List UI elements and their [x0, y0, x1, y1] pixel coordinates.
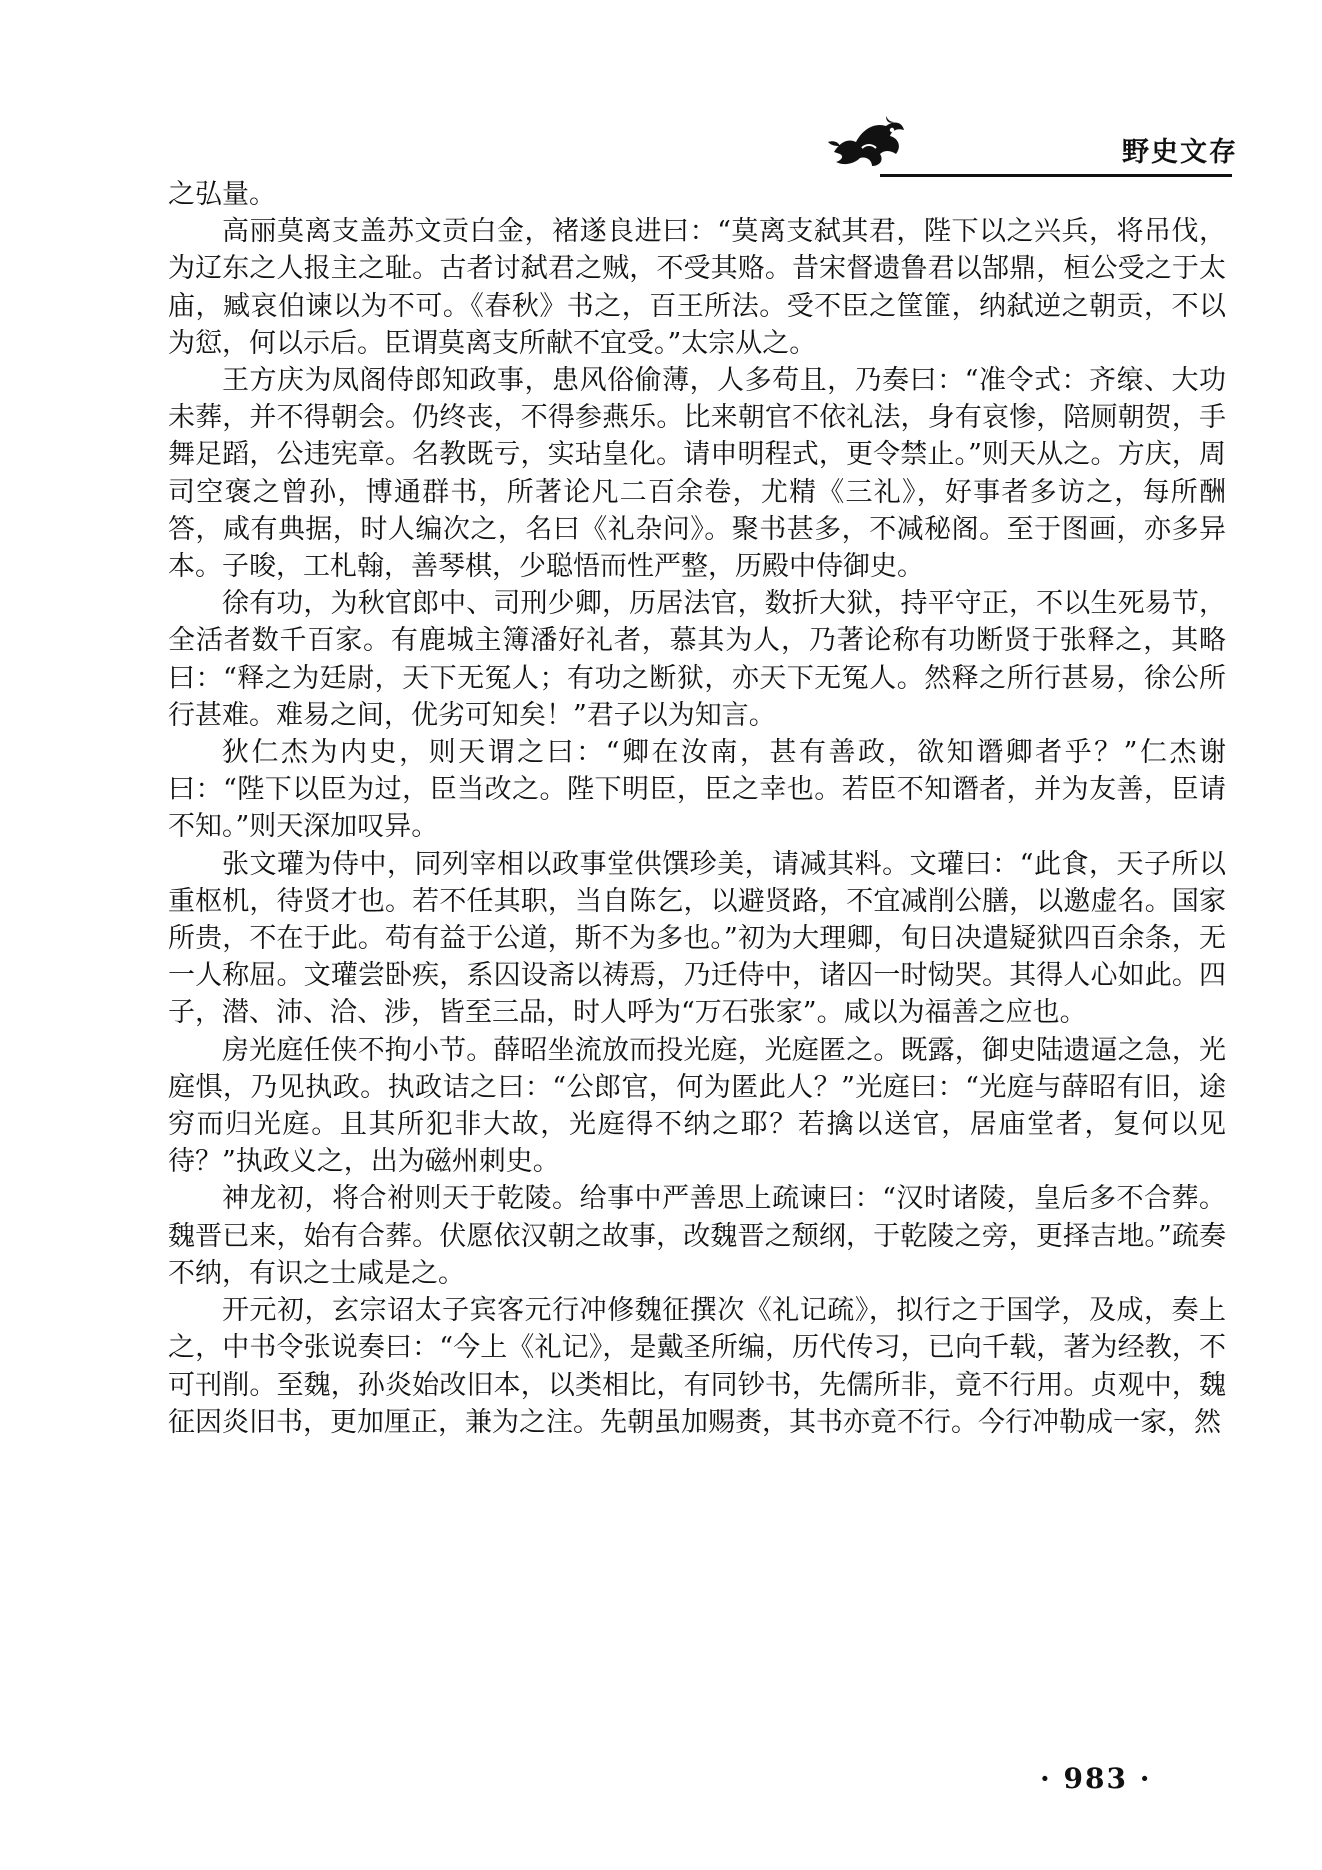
header-title: 野史文存	[1122, 137, 1238, 168]
paragraph: 之弘量。	[168, 179, 276, 210]
paragraph: 房光庭任侠不拘小节。薛昭坐流放而投光庭，光庭匿之。既露，御史陆遗逼之急，光庭惧，乃见执政。执政诘之曰：“公郎官，何为匿此人？”光庭曰：“光庭与薛昭有旧，途穷而归光庭。且其所犯非大故，光庭得不纳之耶？若擒以送官，居庙堂者，复何以见待？”执政义之，出为磁州刺史。	[168, 1034, 1226, 1178]
page-header	[0, 0, 1322, 190]
paragraph: 王方庆为凤阁侍郎知政事，患风俗偷薄，人多苟且，乃奏曰：“准令式：齐缞、大功未葬，并不得朝会。仍终丧，不得参燕乐。比来朝官不依礼法，身有哀惨，陪厕朝贺，手舞足蹈，公违宪章。名教既亏，实玷皇化。请申明程式，更令禁止。”则天从之。方庆，周司空褒之曾孙，博通群书，所著论凡二百余卷，尤精《三礼》，好事者多访之，每所酬答，咸有典据，时人编次之，名曰《礼杂问》。聚书甚多，不减秘阁。至于图画，亦多异本。子晙，工札翰，善琴棋，少聪悟而性严整，历殿中侍御史。	[168, 365, 1226, 583]
paragraph: 徐有功，为秋官郎中、司刑少卿，历居法官，数折大狱，持平守正，不以生死易节，全活者数千百家。有鹿城主簿潘好礼者，慕其为人，乃著论称有功断贤于张释之，其略曰：“释之为廷尉，天下无冤人；有功之断狱，亦天下无冤人。然释之所行甚易，徐公所行甚难。难易之间，优劣可知矣！”君子以为知言。	[168, 588, 1226, 731]
dragon-emblem-icon	[826, 112, 908, 170]
paragraph: 高丽莫离支盖苏文贡白金，褚遂良进曰：“莫离支弑其君，陛下以之兴兵，将吊伐，为辽东之人报主之耻。古者讨弑君之贼，不受其赂。昔宋督遗鲁君以郜鼎，桓公受之于太庙，臧哀伯谏以为不可。《春秋》书之，百王所法。受不臣之筐篚，纳弑逆之朝贡，不以为愆，何以示后。臣谓莫离支所献不宜受。”太宗从之。	[168, 216, 1226, 359]
paragraph: 开元初，玄宗诏太子宾客元行冲修魏征撰次《礼记疏》，拟行之于国学，及成，奏上之，中书令张说奏曰：“今上《礼记》，是戴圣所编，历代传习，已向千载，著为经教，不可刊削。至魏，孙炎始改旧本，以类相比，有同钞书，先儒所非，竟不行用。贞观中，魏征因炎旧书，更加厘正，兼为之注。先朝虽加赐赉，其书亦竟不行。今行冲勒成一家，然	[168, 1295, 1226, 1438]
paragraph: 神龙初，将合祔则天于乾陵。给事中严善思上疏谏曰：“汉时诸陵，皇后多不合葬。魏晋已来，始有合葬。伏愿依汉朝之故事，改魏晋之颓纲，于乾陵之旁，更择吉地。”疏奏不纳，有识之士咸是之。	[168, 1183, 1226, 1289]
body-text	[168, 176, 1226, 1441]
paragraph: 狄仁杰为内史，则天谓之曰：“卿在汝南，甚有善政，欲知谮卿者乎？”仁杰谢曰：“陛下以臣为过，臣当改之。陛下明臣，臣之幸也。若臣不知谮者，并为友善，臣请不知。”则天深加叹异。	[168, 737, 1226, 843]
paragraph: 张文瓘为侍中，同列宰相以政事堂供馔珍美，请减其料。文瓘曰：“此食，天子所以重枢机，待贤才也。若不任其职，当自陈乞，以避贤路，不宜减削公膳，以邀虚名。国家所贵，不在于此。苟有益于公道，斯不为多也。”初为大理卿，旬日决遣疑狱四百余条，无一人称屈。文瓘尝卧疾，系囚设斋以祷焉，乃迁侍中，诸囚一时恸哭。其得人心如此。四子，潜、沛、洽、涉，皆至三品，时人呼为“万石张家”。咸以为福善之应也。	[168, 848, 1226, 1029]
page-number: · 983 ·	[1040, 1762, 1152, 1795]
